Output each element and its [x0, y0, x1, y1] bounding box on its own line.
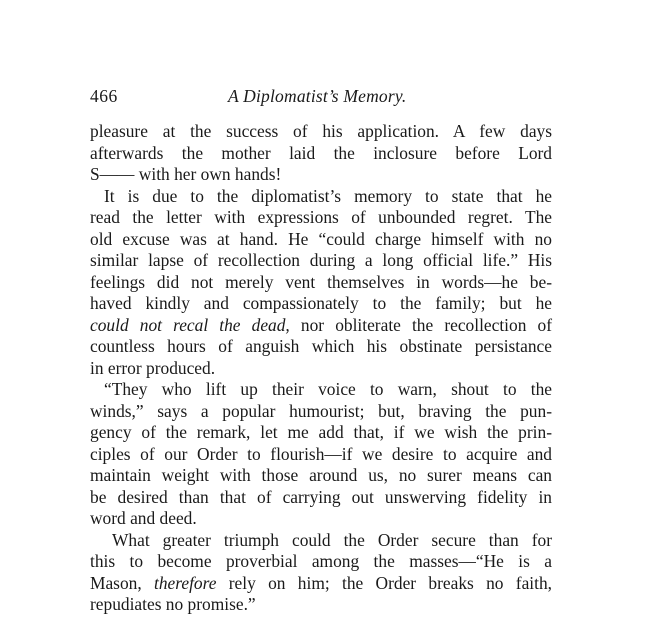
- text-line: ciples of our Order to flourish—if we desire to acquire and: [90, 443, 552, 464]
- text-line: repudiates no promise.”: [90, 594, 256, 614]
- text-line: It is due to the diplomatist’s memory to state that he: [104, 185, 552, 206]
- paragraph-2: [90, 186, 552, 380]
- text-line: feelings did not merely vent themselves in words—he be-: [90, 271, 552, 292]
- text-span: nor obliterate the recollection of: [289, 314, 553, 335]
- paragraph-4: [90, 530, 552, 616]
- text-line: read the letter with expressions of unbounded regret. The: [90, 207, 552, 227]
- text-span: Mason,: [90, 572, 154, 593]
- text-line: in error produced.: [90, 357, 216, 378]
- text-line: word and deed.: [90, 508, 197, 528]
- italic-word: therefore: [154, 572, 217, 593]
- text-line: What greater triumph could the Order secure than for: [112, 529, 552, 550]
- text-line: similar lapse of recollection during a long official life.” His: [90, 250, 552, 270]
- text-line: countless hours of anguish which his obstinate persistance: [90, 336, 552, 356]
- text-line: winds,” says a popular humourist; but, braving the pun-: [90, 400, 552, 421]
- text-line: [90, 315, 552, 337]
- text-line: be desired than that of carrying out unswerving fidelity in: [90, 486, 552, 507]
- text-line: pleasure at the success of his application. A few days: [90, 121, 552, 141]
- page-number: 466: [90, 86, 118, 106]
- text-line: [90, 573, 552, 595]
- text-span: rely on him; the Order breaks no faith,: [216, 572, 552, 593]
- text-line: old excuse was at hand. He “could charge himself with no: [90, 228, 552, 249]
- text-line: gency of the remark, let me add that, if we wish the prin-: [90, 422, 552, 442]
- text-line: S—— with her own hands!: [90, 164, 282, 184]
- paragraph-3: [90, 379, 552, 530]
- italic-phrase: could not recal the dead,: [90, 314, 290, 335]
- body-text: [90, 121, 552, 616]
- running-title: A Diplomatist’s Memory.: [228, 86, 407, 106]
- paragraph-1: [90, 121, 552, 186]
- text-line: this to become proverbial among the masses—“He is a: [90, 551, 552, 571]
- text-line: afterwards the mother laid the inclosure before Lord: [90, 142, 552, 163]
- running-head: [90, 86, 552, 110]
- text-line: haved kindly and compassionately to the family; but he: [90, 293, 552, 313]
- text-line: maintain weight with those around us, no surer means can: [90, 465, 552, 485]
- text-line: “They who lift up their voice to warn, shout to the: [104, 379, 552, 399]
